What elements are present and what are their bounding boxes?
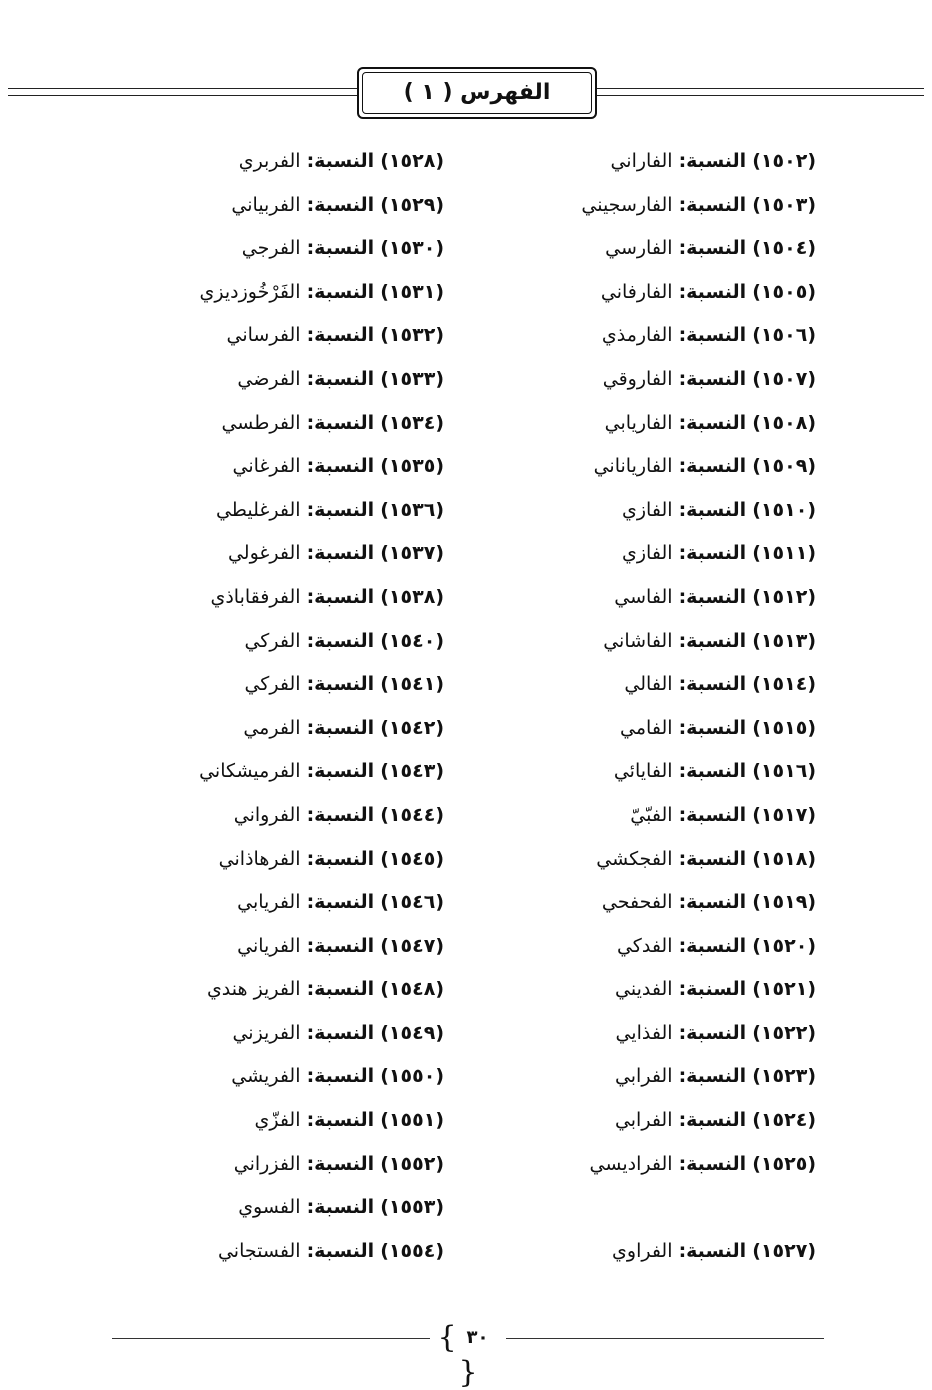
entry-label: النسبة: bbox=[678, 1152, 747, 1175]
entry-label: النسبة: bbox=[306, 542, 375, 565]
list-item bbox=[134, 489, 444, 533]
header-rule-left-top bbox=[8, 88, 357, 89]
entry-label: النسبة: bbox=[306, 1239, 375, 1262]
page-number-text: ٣٠ bbox=[466, 1327, 489, 1348]
entry-name: الفاراني bbox=[610, 150, 673, 172]
entry-number: (١٥٢٥) bbox=[752, 1152, 816, 1175]
list-item bbox=[134, 968, 444, 1012]
list-item bbox=[516, 227, 816, 271]
entry-label: النسبة: bbox=[306, 280, 375, 303]
entry-label: النسبة: bbox=[306, 150, 375, 172]
list-item bbox=[516, 140, 816, 184]
list-item bbox=[134, 184, 444, 228]
list-item bbox=[516, 838, 816, 882]
entry-name: الفاريابي bbox=[604, 411, 673, 434]
list-item bbox=[516, 1012, 816, 1056]
list-item bbox=[134, 532, 444, 576]
entry-label: النسبة: bbox=[678, 803, 747, 826]
entry-name: الفارمذي bbox=[601, 324, 673, 347]
page-header bbox=[0, 62, 932, 126]
header-rule-left-bottom bbox=[8, 95, 357, 96]
list-item bbox=[134, 271, 444, 315]
entry-number: (١٥٢٩) bbox=[380, 193, 444, 216]
entry-label: السنبة: bbox=[678, 978, 747, 1001]
page-footer bbox=[0, 1318, 932, 1390]
entry-name: الفبّيّ bbox=[630, 803, 673, 826]
footer-rule-left bbox=[112, 1338, 430, 1339]
entry-name: الفربري bbox=[238, 150, 301, 172]
entry-label: النسبة: bbox=[306, 803, 375, 826]
index-column-right bbox=[516, 140, 816, 1273]
entry-name: الفرغليطي bbox=[215, 498, 301, 521]
list-item bbox=[134, 358, 444, 402]
entry-label: النسبة: bbox=[678, 716, 747, 739]
entry-name: الفَرْخُوزديزي bbox=[199, 280, 301, 303]
list-item bbox=[516, 968, 816, 1012]
entry-name: الفرواني bbox=[233, 803, 301, 826]
entry-number: (١٥٠٩) bbox=[752, 455, 816, 478]
entry-label: النسبة: bbox=[306, 411, 375, 434]
list-item bbox=[134, 663, 444, 707]
header-rule-right-bottom bbox=[597, 95, 924, 96]
entry-number: (١٥٥٢) bbox=[380, 1152, 444, 1175]
list-item bbox=[516, 271, 816, 315]
entry-label: النسبة: bbox=[678, 673, 747, 696]
entry-label: النسبة: bbox=[306, 760, 375, 783]
entry-name: الفريشي bbox=[231, 1065, 301, 1088]
entry-number: (١٥٢٣) bbox=[752, 1065, 816, 1088]
entry-number: (١٥٣٤) bbox=[380, 411, 444, 434]
entry-label: النسبة: bbox=[306, 237, 375, 260]
entry-name: الفريز هندي bbox=[206, 978, 301, 1001]
entry-name: الفريابي bbox=[237, 891, 301, 914]
list-item bbox=[134, 314, 444, 358]
title-box bbox=[357, 67, 597, 119]
entry-name: الفرهاذاني bbox=[218, 847, 301, 870]
entry-name: الفزّي bbox=[254, 1109, 301, 1132]
entry-number: (١٥٤٠) bbox=[380, 629, 444, 652]
footer-rule-right bbox=[506, 1338, 824, 1339]
page-title: الفهرس ( ١ ) bbox=[403, 80, 551, 105]
entry-number: (١٥٠٧) bbox=[752, 367, 816, 390]
entry-name: الفرياني bbox=[237, 934, 301, 957]
list-item bbox=[134, 402, 444, 446]
entry-name: الفركي bbox=[244, 629, 301, 652]
entry-label: النسبة: bbox=[678, 629, 747, 652]
entry-name: الفسوي bbox=[238, 1196, 301, 1219]
entry-label: النسبة: bbox=[306, 629, 375, 652]
entry-label: النسبة: bbox=[306, 324, 375, 347]
list-item bbox=[516, 750, 816, 794]
entry-number: (١٥٢٠) bbox=[752, 934, 816, 957]
entry-number: (١٥٣٧) bbox=[380, 542, 444, 565]
brace-close-icon: } bbox=[458, 1355, 478, 1390]
list-item bbox=[516, 358, 816, 402]
entry-name: الفرغاني bbox=[232, 455, 301, 478]
entry-number: (١٥٣٥) bbox=[380, 455, 444, 478]
entry-name: الفرجي bbox=[241, 237, 301, 260]
entry-label: النسبة: bbox=[306, 891, 375, 914]
header-rule-right-top bbox=[597, 88, 924, 89]
entry-number: (١٥١٥) bbox=[752, 716, 816, 739]
entry-label: النسبة: bbox=[306, 455, 375, 478]
entry-number: (١٥٤٧) bbox=[380, 934, 444, 957]
entry-label: النسبة: bbox=[678, 760, 747, 783]
list-item bbox=[516, 794, 816, 838]
entry-label: النسبة: bbox=[306, 193, 375, 216]
list-item bbox=[516, 402, 816, 446]
entry-label: النسبة: bbox=[678, 193, 747, 216]
entry-label: النسبة: bbox=[306, 716, 375, 739]
entry-number: (١٥٤٩) bbox=[380, 1021, 444, 1044]
entry-number: (١٥٠٣) bbox=[752, 193, 816, 216]
entry-name: الفرفقاباذي bbox=[210, 585, 301, 608]
list-item bbox=[134, 140, 444, 184]
entry-name: الفاشاني bbox=[603, 629, 673, 652]
entry-name: الفرمي bbox=[243, 716, 301, 739]
entry-name: الفرميشكاني bbox=[199, 760, 301, 783]
entry-name: الفايائي bbox=[613, 760, 673, 783]
entry-label: النسبة: bbox=[678, 1021, 747, 1044]
entry-label: النسبة: bbox=[306, 585, 375, 608]
entry-number: (١٥٤٨) bbox=[380, 978, 444, 1001]
list-item bbox=[516, 184, 816, 228]
entry-number: (١٥٤١) bbox=[380, 673, 444, 696]
entry-label: النسبة: bbox=[306, 673, 375, 696]
list-item bbox=[516, 1143, 816, 1187]
entry-name: الفربياني bbox=[231, 193, 301, 216]
entry-name: الفرساني bbox=[226, 324, 301, 347]
entry-label: النسبة: bbox=[678, 1065, 747, 1088]
entry-number: (١٥٤٦) bbox=[380, 891, 444, 914]
entry-name: الفراديسي bbox=[589, 1152, 673, 1175]
entry-name: الفرضي bbox=[237, 367, 301, 390]
entry-number: (١٥٢٤) bbox=[752, 1109, 816, 1132]
entry-name: الفحفحي bbox=[601, 891, 673, 914]
entry-number: (١٥٥٤) bbox=[380, 1239, 444, 1262]
list-item bbox=[134, 1012, 444, 1056]
list-item bbox=[134, 1143, 444, 1187]
entry-number: (١٥٣٣) bbox=[380, 367, 444, 390]
entry-number: (١٥٣٠) bbox=[380, 237, 444, 260]
entry-label: النسبة: bbox=[306, 1065, 375, 1088]
entry-label: النسبة: bbox=[306, 1021, 375, 1044]
entry-label: النسبة: bbox=[678, 847, 747, 870]
entry-name: الفازي bbox=[622, 542, 673, 565]
list-item bbox=[516, 576, 816, 620]
list-item bbox=[516, 314, 816, 358]
entry-label: النسبة: bbox=[678, 237, 747, 260]
list-item bbox=[134, 620, 444, 664]
list-item bbox=[134, 750, 444, 794]
index-column-left bbox=[134, 140, 444, 1273]
entry-label: النسبة: bbox=[306, 367, 375, 390]
entry-number: (١٥١٦) bbox=[752, 760, 816, 783]
entry-label: النسبة: bbox=[678, 1109, 747, 1132]
entry-number: (١٥١٨) bbox=[752, 847, 816, 870]
entry-number: (١٥٠٦) bbox=[752, 324, 816, 347]
entry-name: الفارسجيني bbox=[581, 193, 673, 216]
entry-name: الفارفاني bbox=[600, 280, 673, 303]
list-item bbox=[134, 881, 444, 925]
entry-number: (١٥٤٢) bbox=[380, 716, 444, 739]
entry-label: النسبة: bbox=[306, 1152, 375, 1175]
entry-number: (١٥١٠) bbox=[752, 498, 816, 521]
entry-label: النسبة: bbox=[306, 1109, 375, 1132]
list-item bbox=[516, 489, 816, 533]
entry-name: الفريزني bbox=[232, 1021, 301, 1044]
list-item bbox=[516, 1230, 816, 1274]
entry-number: (١٥١٢) bbox=[752, 585, 816, 608]
entry-name: الفاروقي bbox=[602, 367, 673, 390]
entry-label: النسبة: bbox=[678, 542, 747, 565]
entry-number: (١٥٢١) bbox=[752, 978, 816, 1001]
entry-name: الفارسي bbox=[605, 237, 673, 260]
entry-name: الفرابي bbox=[614, 1109, 673, 1132]
entry-label: النسبة: bbox=[678, 455, 747, 478]
entry-label: النسبة: bbox=[678, 367, 747, 390]
entry-name: الفرغولي bbox=[227, 542, 301, 565]
list-item bbox=[516, 445, 816, 489]
entry-number: (١٥٥١) bbox=[380, 1109, 444, 1132]
entry-number: (١٥٤٤) bbox=[380, 803, 444, 826]
entry-number: (١٥٣٢) bbox=[380, 324, 444, 347]
entry-number: (١٥١٧) bbox=[752, 803, 816, 826]
entry-name: الفستجاني bbox=[217, 1239, 301, 1262]
entry-name: الفركي bbox=[244, 673, 301, 696]
entry-label: النسبة: bbox=[678, 280, 747, 303]
list-item bbox=[134, 1099, 444, 1143]
list-item bbox=[134, 227, 444, 271]
entry-name: الفازي bbox=[622, 498, 673, 521]
list-item bbox=[516, 532, 816, 576]
entry-number: (١٥٣٨) bbox=[380, 585, 444, 608]
list-item bbox=[516, 925, 816, 969]
entry-number: (١٥١٤) bbox=[752, 673, 816, 696]
entry-name: الفاسي bbox=[614, 585, 673, 608]
entry-number: (١٥٢٨) bbox=[380, 150, 444, 172]
entry-name: الفزراني bbox=[233, 1152, 301, 1175]
list-item bbox=[134, 445, 444, 489]
list-spacer bbox=[516, 1186, 816, 1230]
entry-number: (١٥١٣) bbox=[752, 629, 816, 652]
list-item bbox=[134, 707, 444, 751]
entry-label: النسبة: bbox=[678, 498, 747, 521]
entry-label: النسبة: bbox=[678, 585, 747, 608]
entry-name: الفارياناني bbox=[593, 455, 673, 478]
entry-name: الفامي bbox=[620, 716, 673, 739]
entry-label: النسبة: bbox=[678, 891, 747, 914]
list-item bbox=[134, 794, 444, 838]
entry-number: (١٥٠٤) bbox=[752, 237, 816, 260]
entry-name: الفرطسي bbox=[221, 411, 301, 434]
entry-label: النسبة: bbox=[678, 324, 747, 347]
entry-number: (١٥٢٢) bbox=[752, 1021, 816, 1044]
entry-number: (١٥١١) bbox=[752, 542, 816, 565]
list-item bbox=[134, 1230, 444, 1274]
list-item bbox=[134, 838, 444, 882]
entry-number: (١٥٠٨) bbox=[752, 411, 816, 434]
list-item bbox=[134, 925, 444, 969]
entry-number: (١٥٣٦) bbox=[380, 498, 444, 521]
entry-label: النسبة: bbox=[306, 934, 375, 957]
entry-name: الفجكشي bbox=[596, 847, 673, 870]
entry-label: النسبة: bbox=[306, 498, 375, 521]
entry-number: (١٥٠٥) bbox=[752, 280, 816, 303]
entry-number: (١٥٤٥) bbox=[380, 847, 444, 870]
entry-name: الفراوي bbox=[612, 1239, 673, 1262]
entry-name: الفرابي bbox=[614, 1065, 673, 1088]
entry-label: النسبة: bbox=[306, 1196, 375, 1219]
entry-name: الفدكي bbox=[616, 934, 673, 957]
entry-label: النسبة: bbox=[306, 978, 375, 1001]
list-item bbox=[516, 1099, 816, 1143]
entry-label: النسبة: bbox=[678, 411, 747, 434]
entry-name: الفذايي bbox=[615, 1021, 673, 1044]
list-item bbox=[134, 1186, 444, 1230]
list-item bbox=[516, 1055, 816, 1099]
entry-label: النسبة: bbox=[678, 1239, 747, 1262]
brace-open-icon: { bbox=[437, 1320, 457, 1355]
entry-label: النسبة: bbox=[678, 934, 747, 957]
entry-number: (١٥٥٠) bbox=[380, 1065, 444, 1088]
list-item bbox=[134, 576, 444, 620]
entry-name: الفالي bbox=[624, 673, 673, 696]
entry-number: (١٥٣١) bbox=[380, 280, 444, 303]
entry-label: النسبة: bbox=[678, 150, 747, 172]
entry-number: (١٥٤٣) bbox=[380, 760, 444, 783]
list-item bbox=[516, 663, 816, 707]
entry-label: النسبة: bbox=[306, 847, 375, 870]
entry-number: (١٥٥٣) bbox=[380, 1196, 444, 1219]
list-item bbox=[516, 881, 816, 925]
list-item bbox=[516, 620, 816, 664]
entry-number: (١٥١٩) bbox=[752, 891, 816, 914]
entry-number: (١٥٠٢) bbox=[752, 150, 816, 172]
list-item bbox=[134, 1055, 444, 1099]
entry-number: (١٥٢٧) bbox=[752, 1239, 816, 1262]
page-number bbox=[430, 1320, 506, 1390]
list-item bbox=[516, 707, 816, 751]
entry-name: الفديني bbox=[615, 978, 673, 1001]
